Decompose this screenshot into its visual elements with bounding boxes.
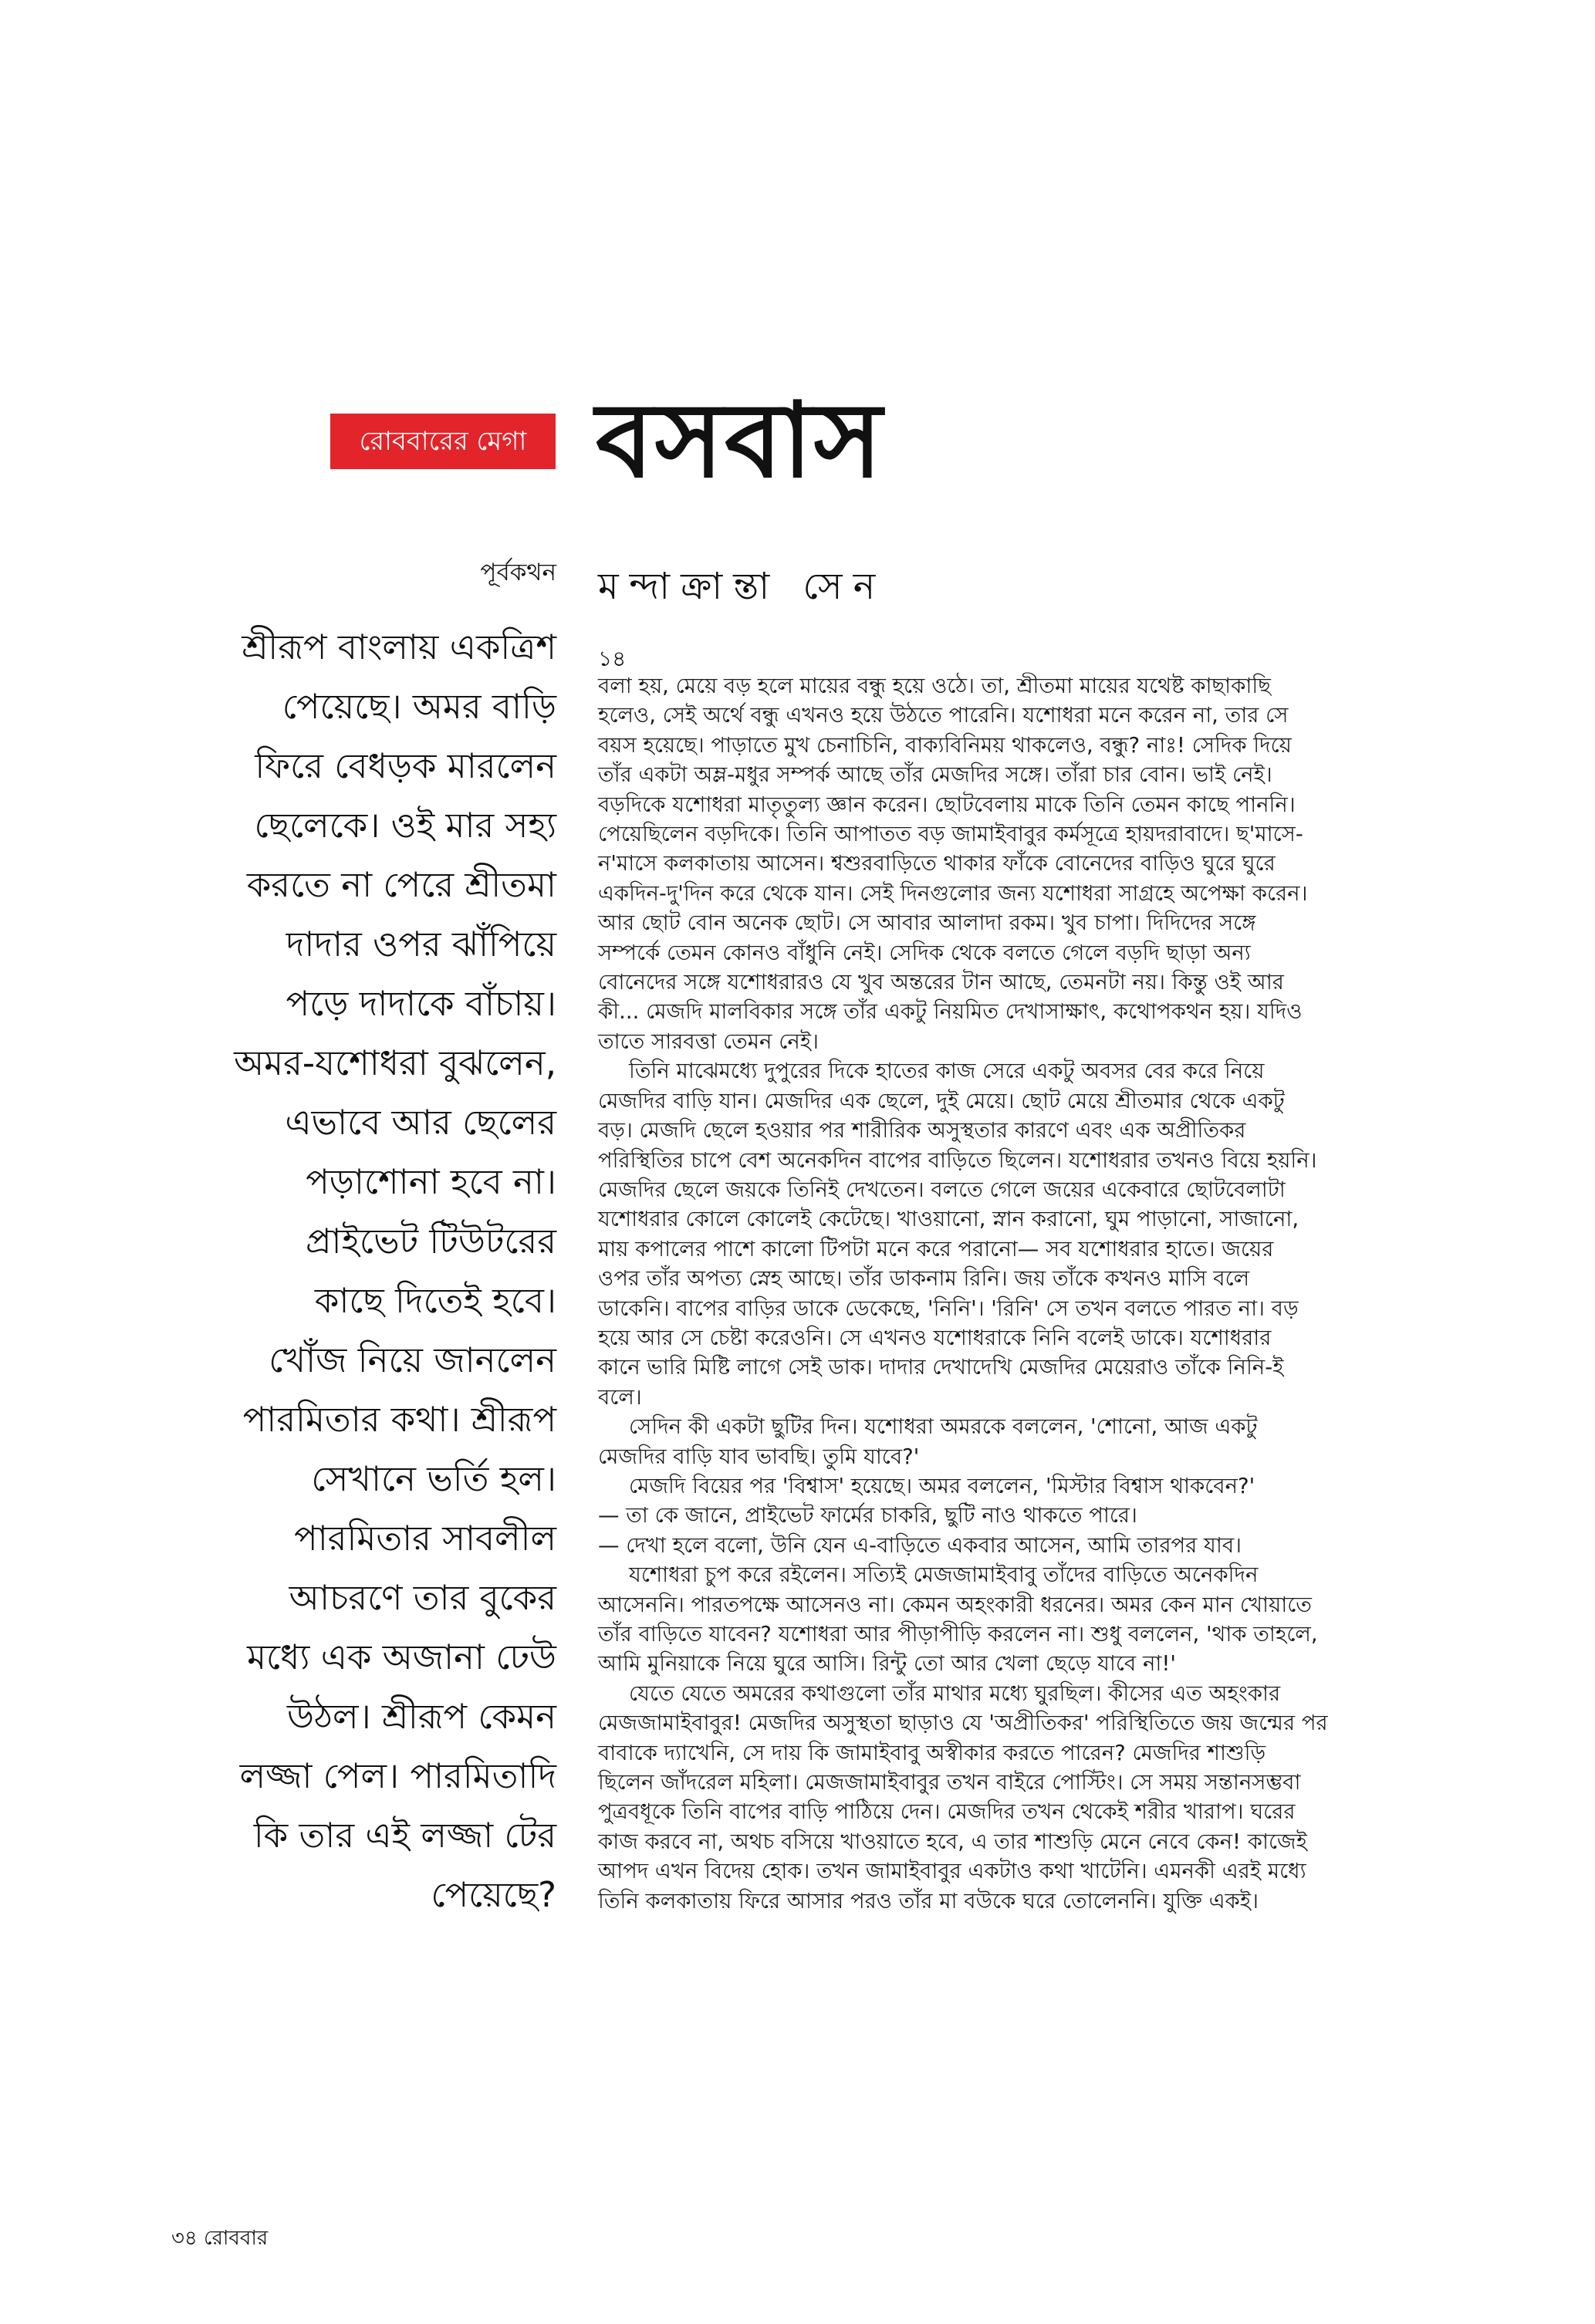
synopsis-line: শ্রীরূপ বাংলায় একত্রিশ bbox=[242, 627, 556, 667]
body-line: তাঁর একটা অম্ল-মধুর সম্পর্ক আছে তাঁর মেজদির সঙ্গে। তাঁরা চার বোন। ভাই নেই। bbox=[598, 762, 1272, 788]
body-line: ছিলেন জাঁদরেল মহিলা। মেজজামাইবাবুর তখন বাইরে পোস্টিং। সে সময় সন্তানসম্ভবা bbox=[598, 1770, 1301, 1795]
chapter-number: ১৪ bbox=[598, 646, 627, 671]
body-line: আমি মুনিয়াকে নিয়ে ঘুরে আসি। রিন্টু তো আর খেলা ছেড়ে যাবে না!' bbox=[598, 1651, 1176, 1677]
story-title: বসবাস bbox=[596, 380, 884, 501]
body-line: বোনেদের সঙ্গে যশোধরারও যে খুব অন্তরের টান আছে, তেমনটা নয়। কিন্তু ওই আর bbox=[598, 970, 1284, 995]
body-line: হয়ে আর সে চেষ্টা করেওনি। সে এখনও যশোধরাকে নিনি বলেই ডাকে। যশোধরার bbox=[598, 1325, 1272, 1350]
synopsis-line: উঠল। শ্রীরূপ কেমন bbox=[286, 1696, 556, 1737]
author-name: মন্দাক্রান্তা সেন bbox=[598, 565, 887, 608]
synopsis-line: পেয়েছে? bbox=[431, 1874, 556, 1915]
body-line: যেতে যেতে অমরের কথাগুলো তাঁর মাথার মধ্যে ঘুরছিল। কীসের এত অহংকার bbox=[629, 1681, 1281, 1706]
synopsis-line: পারমিতার সাবলীল bbox=[294, 1518, 556, 1559]
synopsis-line: আচরণে তার বুকের bbox=[289, 1577, 556, 1618]
body-line: পেয়েছিলেন বড়দিকে। তিনি আপাতত বড় জামাইবাবুর কর্মসূত্রে হায়দরাবাদে। ছ'মাসে- bbox=[598, 822, 1303, 847]
body-line: তিনি মাঝেমধ্যে দুপুরের দিকে হাতের কাজ সেরে একটু অবসর বের করে নিয়ে bbox=[629, 1059, 1265, 1084]
body-line: সম্পর্কে তেমন কোনও বাঁধুনি নেই। সেদিক থেকে বলতে গেলে বড়দি ছাড়া অন্য bbox=[598, 940, 1251, 965]
body-line: বড়। মেজদি ছেলে হওয়ার পর শারীরিক অসুস্থতার কারণে এবং এক অপ্রীতিকর bbox=[598, 1118, 1246, 1143]
synopsis-line: প্রাইভেট টিউটরের bbox=[305, 1221, 556, 1262]
article-body bbox=[598, 671, 1447, 1916]
page-footer: ৩৪ রোববার bbox=[171, 2227, 269, 2250]
body-line: হলেও, সেই অর্থে বন্ধু এখনও হয়ে উঠতে পারেনি। যশোধরা মনে করেন না, তার সে bbox=[598, 703, 1289, 728]
body-line: তাঁর বাড়িতে যাবেন? যশোধরা আর পীড়াপীড়ি করলেন না। শুধু বললেন, 'থাক তাহলে, bbox=[598, 1622, 1318, 1647]
body-line: ডাকেনি। বাপের বাড়ির ডাকে ডেকেছে, 'নিনি'। 'রিনি' সে তখন বলতে পারত না। বড় bbox=[598, 1295, 1299, 1321]
body-line: পরিস্থিতির চাপে বেশ অনেকদিন বাপের বাড়িতে ছিলেন। যশোধরার তখনও বিয়ে হয়নি। bbox=[598, 1147, 1317, 1173]
body-line: মেজদির বাড়ি যান। মেজদির এক ছেলে, দুই মেয়ে। ছোট মেয়ে শ্রীতমার থেকে একটু bbox=[598, 1088, 1285, 1113]
synopsis-line: পারমিতার কথা। শ্রীরূপ bbox=[242, 1399, 556, 1440]
body-line: তিনি কলকাতায় ফিরে আসার পরও তাঁর মা বউকে ঘরে তোলেননি। যুক্তি একই। bbox=[598, 1888, 1259, 1914]
body-line: মেজদির ছেলে জয়কে তিনিই দেখতেন। বলতে গেলে জয়ের একেবারে ছোটবেলাটা bbox=[598, 1177, 1286, 1202]
synopsis-line: ফিরে বেধড়ক মারলেন bbox=[255, 745, 556, 786]
body-line: কাজ করবে না, অথচ বসিয়ে খাওয়াতে হবে, এ তার শাশুড়ি মেনে নেবে কেন! কাজেই bbox=[598, 1829, 1307, 1854]
synopsis-line: ছেলেকে। ওই মার সহ্য bbox=[254, 805, 556, 846]
synopsis bbox=[155, 617, 556, 1924]
body-line: মেজজামাইবাবুর! মেজদির অসুস্থতা ছাড়াও যে 'অপ্রীতিকর' পরিস্থিতিতে জয় জন্মের পর bbox=[598, 1711, 1328, 1736]
synopsis-line: লজ্জা পেল। পারমিতাদি bbox=[239, 1755, 556, 1796]
synopsis-line: মধ্যে এক অজানা ঢেউ bbox=[247, 1637, 556, 1677]
synopsis-line: কি তার এই লজ্জা টের bbox=[253, 1815, 556, 1856]
body-line: ওপর তাঁর অপত্য স্নেহ আছে। তাঁর ডাকনাম রিনি। জয় তাঁকে কখনও মাসি বলে bbox=[598, 1266, 1250, 1292]
body-line: কানে ভারি মিষ্টি লাগে সেই ডাক। দাদার দেখাদেখি মেজদির মেয়েরাও তাঁকে নিনি-ই bbox=[598, 1355, 1284, 1380]
body-line: আসেননি। পারতপক্ষে আসেনও না। কেমন অহংকারী ধরনের। অমর কেন মান খোয়াতে bbox=[598, 1592, 1312, 1617]
synopsis-line: পেয়েছে। অমর বাড়ি bbox=[282, 686, 556, 727]
body-line: সেদিন কী একটা ছুটির দিন। যশোধরা অমরকে বললেন, 'শোনো, আজ একটু bbox=[629, 1414, 1258, 1440]
body-line: — দেখা হলে বলো, উনি যেন এ-বাড়িতে একবার আসেন, আমি তারপর যাব। bbox=[598, 1532, 1242, 1558]
body-line: যশোধরা চুপ করে রইলেন। সত্যিই মেজজামাইবাবু তাঁদের বাড়িতে অনেকদিন bbox=[629, 1562, 1259, 1588]
body-line: আর ছোট বোন অনেক ছোট। সে আবার আলাদা রকম। খুব চাপা। দিদিদের সঙ্গে bbox=[598, 910, 1256, 936]
body-line: আপদ এখন বিদেয় হোক। তখন জামাইবাবুর একটাও কথা খাটেনি। এমনকী এরই মধ্যে bbox=[598, 1859, 1306, 1884]
synopsis-line: দাদার ওপর ঝাঁপিয়ে bbox=[286, 924, 556, 964]
synopsis-line: খোঁজ নিয়ে জানলেন bbox=[269, 1339, 556, 1380]
body-line: ন'মাসে কলকাতায় আসেন। শ্বশুরবাড়িতে থাকার ফাঁকে বোনেদের বাড়িও ঘুরে ঘুরে bbox=[598, 851, 1276, 877]
synopsis-line: সেখানে ভর্তি হল। bbox=[311, 1458, 556, 1499]
body-line: মেজদি বিয়ের পর 'বিশ্বাস' হয়েছে। অমর বললেন, 'মিস্টার বিশ্বাস থাকবেন?' bbox=[629, 1473, 1255, 1498]
section-badge: রোববারের মেগা bbox=[330, 414, 556, 469]
body-line: বাবাকে দ্যাখেনি, সে দায় কি জামাইবাবু অস্বীকার করতে পারেন? মেজদির শাশুড়ি bbox=[598, 1740, 1266, 1765]
synopsis-line: পড়ে দাদাকে বাঁচায়। bbox=[286, 983, 556, 1024]
body-line: একদিন-দু'দিন করে থেকে যান। সেই দিনগুলোর জন্য যশোধরা সাগ্রহে অপেক্ষা করেন। bbox=[598, 880, 1308, 906]
body-line: মেজদির বাড়ি যাব ভাবছি। তুমি যাবে?' bbox=[598, 1444, 920, 1469]
body-line: কী... মেজদি মালবিকার সঙ্গে তাঁর একটু নিয়মিত দেখাসাক্ষাৎ, কথোপকথন হয়। যদিও bbox=[598, 999, 1303, 1025]
synopsis-line: অমর-যশোধরা বুঝলেন, bbox=[234, 1042, 556, 1083]
body-line: বয়স হয়েছে। পাড়াতে মুখ চেনাচিনি, বাক্যবিনিময় থাকলেও, বন্ধু? নাঃ! সেদিক দিয়ে bbox=[598, 732, 1292, 758]
body-line: বড়দিকে যশোধরা মাতৃতুল্য জ্ঞান করেন। ছোটবেলায় মাকে তিনি তেমন কাছে পাননি। bbox=[598, 792, 1296, 817]
synopsis-line: এভাবে আর ছেলের bbox=[285, 1102, 556, 1143]
body-line: বলা হয়, মেয়ে বড় হলে মায়ের বন্ধু হয়ে ওঠে। তা, শ্রীতমা মায়ের যথেষ্ট কাছাকাছি bbox=[598, 674, 1271, 698]
body-line: পুত্রবধূকে তিনি বাপের বাড়ি পাঠিয়ে দেন। মেজদির তখন থেকেই শরীর খারাপ। ঘরের bbox=[598, 1799, 1296, 1825]
body-line: যশোধরার কোলে কোলেই কেটেছে। খাওয়ানো, স্নান করানো, ঘুম পাড়ানো, সাজানো, bbox=[598, 1207, 1299, 1232]
body-line: বলে। bbox=[598, 1384, 642, 1410]
synopsis-line: করতে না পেরে শ্রীতমা bbox=[246, 864, 556, 905]
synopsis-label: পূর্বকথন bbox=[480, 559, 556, 586]
synopsis-line: কাছে দিতেই হবে। bbox=[314, 1280, 556, 1321]
body-line: মায় কপালের পাশে কালো টিপটা মনে করে পরানো— সব যশোধরার হাতে। জয়ের bbox=[598, 1236, 1274, 1262]
body-line: তাতে সারবত্তা তেমন নেই। bbox=[598, 1029, 819, 1054]
body-line: — তা কে জানে, প্রাইভেট ফার্মের চাকরি, ছুটি নাও থাকতে পারে। bbox=[598, 1503, 1137, 1529]
synopsis-line: পড়াশোনা হবে না। bbox=[306, 1161, 556, 1202]
